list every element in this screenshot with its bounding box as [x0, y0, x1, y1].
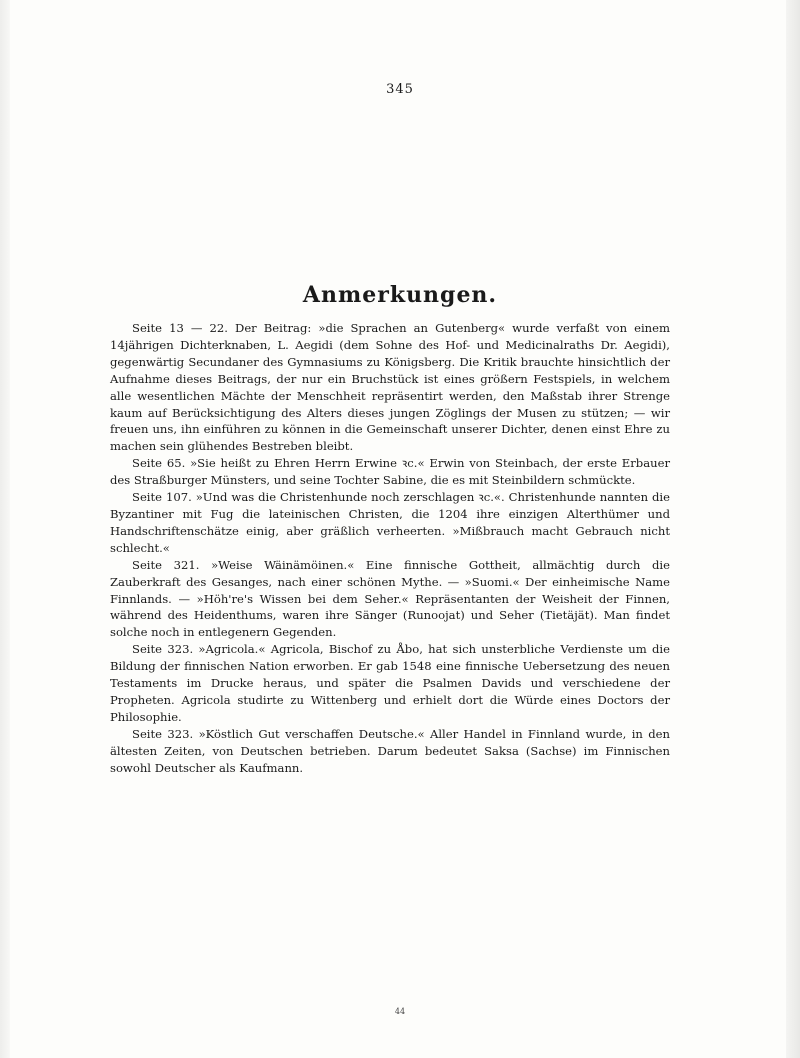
page-title: Anmerkungen.: [302, 282, 498, 308]
page-number: 345: [386, 82, 414, 97]
scan-edge-left: [0, 0, 10, 1058]
note-paragraph: Seite 107. »Und was die Christenhunde noch zerschlagen ꝛc.«. Christenhunde nannten die Byzantiner mit Fug die lateinischen Christen, die 1204 ihre einzigen Alterthümer und Handschriftenschätze einig, aber gräßlich verheerten. »Mißbrauch macht Gebrauch nicht schlecht.«: [110, 490, 670, 555]
note-paragraph: Seite 323. »Agricola.« Agricola, Bischof zu Åbo, hat sich unsterbliche Verdienste um die Bildung der finnischen Nation erworben. Er gab 1548 eine finnische Uebersetzung des neuen Testaments im Drucke heraus, und später die Psalmen Davids und verschiedene der Propheten. Agricola studirte zu Wittenberg und erhielt dort die Würde eines Doctors der Philosophie.: [110, 642, 670, 724]
note-paragraph: Seite 65. »Sie heißt zu Ehren Herrn Erwine ꝛc.« Erwin von Steinbach, der erste Erbauer des Straßburger Münsters, und seine Tochter Sabine, die es mit Steinbildern schmückte.: [110, 456, 670, 488]
note-paragraph: Seite 323. »Köstlich Gut verschaffen Deutsche.« Aller Handel in Finnland wurde, in den ältesten Zeiten, von Deutschen betrieben. Darum bedeutet Saksa (Sachse) im Finnischen sowohl Deutscher als Kaufmann.: [110, 726, 670, 775]
notes-body: [110, 320, 670, 776]
printer-signature: 44: [394, 1007, 406, 1016]
scan-edge-right: [786, 0, 800, 1058]
note-paragraph: Seite 321. »Weise Wäinämöinen.« Eine finnische Gottheit, allmächtig durch die Zauberkraft des Gesanges, nach einer schönen Mythe. — »Suomi.« Der einheimische Name Finnlands. — »Höh're's Wissen bei dem Seher.« Repräsentanten der Weisheit der Finnen, während des Heidenthums, waren ihre Sänger (Runoojat) und Seher (Tietäjät). Man findet solche noch in entlegenern Gegenden.: [110, 557, 670, 640]
note-paragraph: Seite 13 — 22. Der Beitrag: »die Sprachen an Gutenberg« wurde verfaßt von einem 14jährigen Dichterknaben, L. Aegidi (dem Sohne des Hof- und Medicinalraths Dr. Aegidi), gegenwärtig Secundaner des Gymnasiums zu Königsberg. Die Kritik brauchte hinsichtlich der Aufnahme dieses Beitrags, der nur ein Bruchstück ist eines größern Festspiels, in welchem alle wesentlichen Mächte der Menschheit repräsentirt werden, den Maßstab ihrer Strenge kaum auf Berücksichtigung des Alters dieses jungen Zöglings der Musen zu stützen; — wir freuen uns, ihn einführen zu können in die Gemeinschaft unserer Dichter, denen einst Ehre zu machen sein glühendes Bestreben bleibt.: [110, 321, 670, 454]
